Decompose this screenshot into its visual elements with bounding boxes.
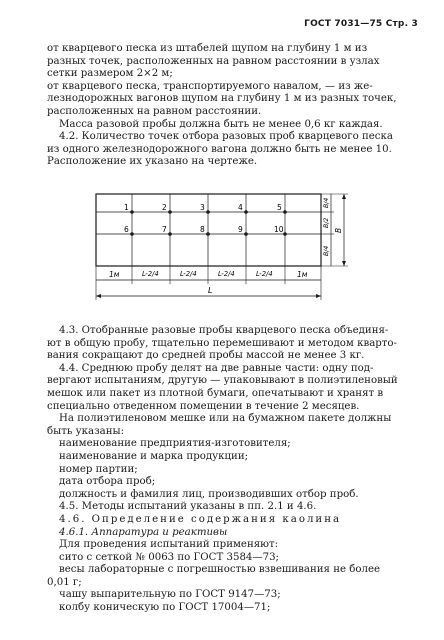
side-dimension-label: B/4	[323, 197, 330, 208]
text-block-top	[47, 43, 411, 169]
point-label: 2	[162, 203, 167, 212]
text-line: от кварцевого песка из штабелей щупом на глубину 1 м из	[47, 43, 368, 54]
sampling-point-dot	[168, 210, 172, 214]
point-label: 3	[200, 203, 205, 212]
total-length-label: L	[208, 286, 213, 295]
sampling-points-diagram	[90, 188, 360, 328]
point-label: 8	[200, 225, 205, 234]
dimension-label: L-2/4	[218, 270, 235, 278]
text-line: быть указаны:	[47, 425, 125, 437]
sampling-point-dot	[244, 210, 248, 214]
point-label: 9	[238, 225, 243, 234]
side-dimension-label: B/2	[323, 217, 330, 228]
text-line: 0,01 г;	[47, 576, 82, 588]
text-line: от кварцевого песка, транспортируемого навалом, — из же-	[47, 80, 373, 92]
wagon-outline	[96, 194, 321, 266]
point-label: 6	[124, 225, 129, 234]
list-item: сито с сеткой № 0063 по ГОСТ 3584—73;	[59, 551, 279, 563]
list-item: чашу выпарительную по ГОСТ 9147—73;	[59, 589, 281, 601]
point-label: 1	[124, 203, 129, 212]
list-item: колбу коническую по ГОСТ 17004—71;	[59, 602, 271, 614]
sampling-point-dot	[206, 210, 210, 214]
text-line: 4.4. Среднюю пробу делят на две равные части: одну под-	[59, 362, 374, 374]
text-line: 4.5. Методы испытаний указаны в пп. 2.1 и 4.6.	[59, 501, 317, 513]
text-line: из одного железнодорожного вагона должно быть не менее 10.	[47, 143, 392, 155]
text-line: мешок или пакет из плотной бумаги, опечатывают и хранят в	[47, 387, 384, 399]
sampling-point-dot	[168, 232, 172, 236]
list-item: номер партии;	[59, 463, 138, 475]
text-line: Масса разовой пробы должна быть не менее 0,6 кг каждая.	[59, 118, 383, 130]
sampling-point-dot	[283, 232, 287, 236]
text-line: лезнодорожных вагонов щупом на глубину 1 м из разных точек,	[47, 93, 397, 105]
list-item: должность и фамилия лиц, производивших отбор проб.	[59, 488, 359, 500]
text-line: сетки размером 2×2 м;	[47, 68, 173, 80]
width-label: B	[334, 227, 343, 233]
point-label: 4	[238, 203, 243, 212]
text-line: ют в общую пробу, тщательно перемешивают и методом кварто-	[47, 337, 397, 349]
point-label: 7	[162, 225, 167, 234]
text-line: специально отведенном помещении в течение 2 месяцев.	[47, 400, 360, 412]
dimension-label: 1м	[297, 270, 308, 279]
text-line: 4.3. Отобранные разовые пробы кварцевого песка объединя-	[59, 325, 389, 336]
point-label: 5	[277, 203, 282, 212]
list-item: наименование предприятия-изготовителя;	[59, 438, 291, 450]
dimension-label: L-2/4	[256, 270, 273, 278]
arrow-head	[342, 261, 346, 266]
text-line: вания сокращают до средней пробы массой не менее 3 кг.	[47, 350, 365, 362]
text-line: Для проведения испытаний применяют:	[59, 539, 279, 551]
text-line: разных точек, расположенных на равном расстоянии в узлах	[47, 55, 380, 67]
page-header: ГОСТ 7031—75 Стр. 3	[304, 19, 418, 29]
sampling-point-dot	[283, 210, 287, 214]
sampling-point-dot	[206, 232, 210, 236]
sampling-point-dot	[130, 210, 134, 214]
arrow-head	[316, 294, 321, 298]
list-item: дата отбора проб;	[59, 476, 156, 488]
subsection-heading: 4.6.1. Аппаратура и реактивы	[59, 526, 228, 538]
list-item: весы лабораторные с погрешностью взвешивания не более	[59, 564, 381, 576]
text-line: расположенных на равном расстоянии.	[47, 105, 262, 117]
arrow-head	[96, 294, 101, 298]
sampling-point-dot	[244, 232, 248, 236]
dimension-label: L-2/4	[180, 270, 197, 278]
text-line: На полиэтиленовом мешке или на бумажном пакете должны	[59, 413, 392, 425]
text-line: Расположение их указано на чертеже.	[47, 156, 258, 168]
dimension-label: 1м	[109, 270, 120, 279]
text-line: вергают испытаниям, другую — упаковывают в полиэтиленовый	[47, 375, 398, 387]
text-line: 4.2. Количество точек отбора разовых проб кварцевого песка	[59, 131, 393, 143]
list-item: наименование и марка продукции;	[59, 450, 249, 462]
sampling-point-dot	[130, 232, 134, 236]
side-dimension-label: B/4	[323, 245, 330, 256]
text-block-bottom	[47, 325, 411, 615]
point-label: 10	[274, 225, 284, 234]
dimension-label: L-2/4	[142, 270, 159, 278]
arrow-head	[342, 194, 346, 199]
section-heading: 4.6. Определение содержания каолина	[59, 513, 342, 525]
